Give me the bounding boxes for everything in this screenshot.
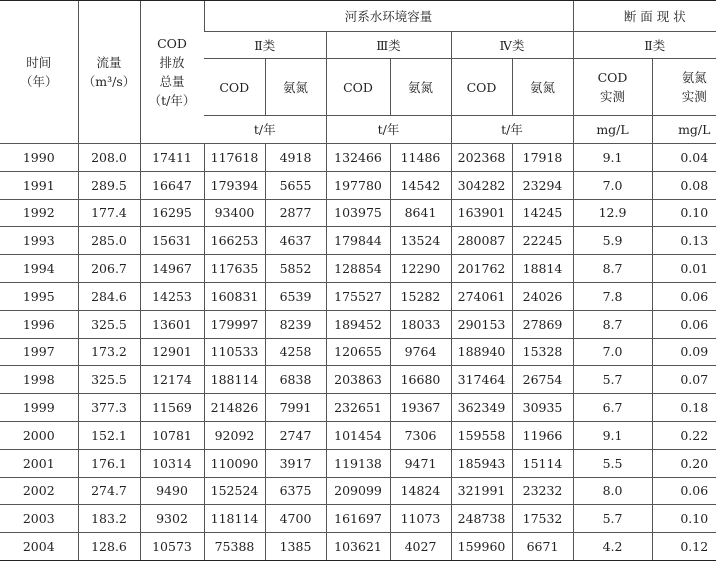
cell-class3-nh3: 4027 bbox=[390, 533, 451, 561]
header-time: 时间 （年） bbox=[0, 1, 78, 144]
cell-year: 2002 bbox=[0, 477, 78, 505]
cell-year: 2003 bbox=[0, 505, 78, 533]
cell-class2-nh3: 5852 bbox=[265, 255, 326, 283]
cell-class2-cod: 214826 bbox=[204, 394, 265, 422]
cell-class4-cod: 290153 bbox=[451, 310, 512, 338]
cell-class4-nh3: 24026 bbox=[512, 282, 573, 310]
cell-class2-nh3: 6375 bbox=[265, 477, 326, 505]
header-class2-status: Ⅱ类 bbox=[573, 32, 716, 59]
cell-class2-nh3: 6838 bbox=[265, 366, 326, 394]
header-class4-cod: COD bbox=[451, 59, 512, 116]
cell-class2-nh3: 6539 bbox=[265, 282, 326, 310]
header-class3-cod: COD bbox=[326, 59, 390, 116]
header-nh3-measured: 氨氮 实测 bbox=[652, 59, 716, 116]
header-class4: Ⅳ类 bbox=[451, 32, 573, 59]
cell-nh3-measured: 0.01 bbox=[652, 255, 716, 283]
table-row bbox=[0, 421, 716, 449]
cell-cod-measured: 6.7 bbox=[573, 394, 652, 422]
cell-year: 1995 bbox=[0, 282, 78, 310]
cell-class2-cod: 117635 bbox=[204, 255, 265, 283]
cell-flow: 274.7 bbox=[78, 477, 140, 505]
cell-year: 2000 bbox=[0, 421, 78, 449]
cell-class2-nh3: 2877 bbox=[265, 199, 326, 227]
table-row bbox=[0, 227, 716, 255]
cell-cod-measured: 8.0 bbox=[573, 477, 652, 505]
cell-class2-cod: 160831 bbox=[204, 282, 265, 310]
cell-class2-nh3: 1385 bbox=[265, 533, 326, 561]
cell-class3-nh3: 13524 bbox=[390, 227, 451, 255]
cell-class3-cod: 203863 bbox=[326, 366, 390, 394]
cell-class3-nh3: 18033 bbox=[390, 310, 451, 338]
cell-class3-cod: 128854 bbox=[326, 255, 390, 283]
cell-class3-nh3: 8641 bbox=[390, 199, 451, 227]
table-row bbox=[0, 366, 716, 394]
cell-cod-measured: 4.2 bbox=[573, 533, 652, 561]
cell-cod-load: 12901 bbox=[140, 338, 204, 366]
cell-class3-nh3: 7306 bbox=[390, 421, 451, 449]
cell-class2-cod: 75388 bbox=[204, 533, 265, 561]
cell-nh3-measured: 0.06 bbox=[652, 282, 716, 310]
cell-class2-nh3: 7991 bbox=[265, 394, 326, 422]
cell-class2-nh3: 4918 bbox=[265, 144, 326, 172]
header-flow: 流量 （m³/s） bbox=[78, 1, 140, 144]
cell-cod-load: 17411 bbox=[140, 144, 204, 172]
cell-class2-cod: 152524 bbox=[204, 477, 265, 505]
cell-class4-nh3: 23294 bbox=[512, 171, 573, 199]
cell-class4-cod: 280087 bbox=[451, 227, 512, 255]
header-capacity-group: 河系水环境容量 bbox=[204, 1, 573, 32]
cell-year: 1999 bbox=[0, 394, 78, 422]
cell-class4-cod: 159558 bbox=[451, 421, 512, 449]
table-row bbox=[0, 449, 716, 477]
cell-class2-nh3: 4258 bbox=[265, 338, 326, 366]
cell-year: 1994 bbox=[0, 255, 78, 283]
cell-nh3-measured: 0.10 bbox=[652, 199, 716, 227]
cell-class3-nh3: 12290 bbox=[390, 255, 451, 283]
cell-cod-measured: 5.9 bbox=[573, 227, 652, 255]
cell-class3-cod: 189452 bbox=[326, 310, 390, 338]
cell-nh3-measured: 0.06 bbox=[652, 310, 716, 338]
cell-class4-nh3: 15328 bbox=[512, 338, 573, 366]
cell-year: 2004 bbox=[0, 533, 78, 561]
cell-class4-nh3: 22245 bbox=[512, 227, 573, 255]
cell-year: 1993 bbox=[0, 227, 78, 255]
cell-class4-nh3: 17532 bbox=[512, 505, 573, 533]
cell-class4-nh3: 18814 bbox=[512, 255, 573, 283]
cell-class3-nh3: 9764 bbox=[390, 338, 451, 366]
cell-class4-cod: 274061 bbox=[451, 282, 512, 310]
cell-cod-load: 16295 bbox=[140, 199, 204, 227]
cell-class4-nh3: 11966 bbox=[512, 421, 573, 449]
cell-cod-measured: 7.8 bbox=[573, 282, 652, 310]
cell-year: 1997 bbox=[0, 338, 78, 366]
cell-class2-nh3: 4637 bbox=[265, 227, 326, 255]
cell-cod-load: 9490 bbox=[140, 477, 204, 505]
table-row bbox=[0, 338, 716, 366]
cell-nh3-measured: 0.07 bbox=[652, 366, 716, 394]
cell-class4-nh3: 6671 bbox=[512, 533, 573, 561]
cell-class3-cod: 132466 bbox=[326, 144, 390, 172]
cell-cod-load: 13601 bbox=[140, 310, 204, 338]
cell-nh3-measured: 0.08 bbox=[652, 171, 716, 199]
table-row bbox=[0, 477, 716, 505]
cell-year: 1998 bbox=[0, 366, 78, 394]
cell-cod-load: 12174 bbox=[140, 366, 204, 394]
cell-cod-measured: 7.0 bbox=[573, 338, 652, 366]
cell-nh3-measured: 0.04 bbox=[652, 144, 716, 172]
cell-class3-cod: 232651 bbox=[326, 394, 390, 422]
cell-flow: 377.3 bbox=[78, 394, 140, 422]
cell-nh3-measured: 0.22 bbox=[652, 421, 716, 449]
cell-class2-nh3: 5655 bbox=[265, 171, 326, 199]
cell-class3-cod: 179844 bbox=[326, 227, 390, 255]
table-row bbox=[0, 533, 716, 561]
cell-cod-measured: 7.0 bbox=[573, 171, 652, 199]
cell-class4-nh3: 14245 bbox=[512, 199, 573, 227]
table-row bbox=[0, 310, 716, 338]
cell-flow: 208.0 bbox=[78, 144, 140, 172]
cell-class4-cod: 362349 bbox=[451, 394, 512, 422]
cell-year: 1992 bbox=[0, 199, 78, 227]
cell-class4-cod: 159960 bbox=[451, 533, 512, 561]
header-unit-class3: t/年 bbox=[326, 116, 451, 144]
cell-nh3-measured: 0.10 bbox=[652, 505, 716, 533]
cell-flow: 177.4 bbox=[78, 199, 140, 227]
cell-class3-nh3: 16680 bbox=[390, 366, 451, 394]
cell-flow: 289.5 bbox=[78, 171, 140, 199]
cell-class3-nh3: 15282 bbox=[390, 282, 451, 310]
header-cod-measured: COD 实测 bbox=[573, 59, 652, 116]
header-status-group: 断 面 现 状 bbox=[573, 1, 716, 32]
cell-class3-cod: 197780 bbox=[326, 171, 390, 199]
cell-class2-nh3: 8239 bbox=[265, 310, 326, 338]
cell-flow: 206.7 bbox=[78, 255, 140, 283]
cell-class4-cod: 163901 bbox=[451, 199, 512, 227]
table-row bbox=[0, 144, 716, 172]
cell-class3-nh3: 9471 bbox=[390, 449, 451, 477]
cell-class2-cod: 110090 bbox=[204, 449, 265, 477]
cell-year: 1990 bbox=[0, 144, 78, 172]
cell-class3-cod: 101454 bbox=[326, 421, 390, 449]
cell-class2-cod: 118114 bbox=[204, 505, 265, 533]
cell-nh3-measured: 0.06 bbox=[652, 477, 716, 505]
cell-cod-measured: 9.1 bbox=[573, 144, 652, 172]
cell-class4-cod: 201762 bbox=[451, 255, 512, 283]
cell-class3-cod: 120655 bbox=[326, 338, 390, 366]
cell-flow: 325.5 bbox=[78, 366, 140, 394]
cell-flow: 128.6 bbox=[78, 533, 140, 561]
cell-cod-measured: 5.7 bbox=[573, 366, 652, 394]
cell-flow: 284.6 bbox=[78, 282, 140, 310]
cell-year: 2001 bbox=[0, 449, 78, 477]
cell-cod-load: 10314 bbox=[140, 449, 204, 477]
table-row bbox=[0, 394, 716, 422]
cell-cod-load: 16647 bbox=[140, 171, 204, 199]
cell-class4-nh3: 15114 bbox=[512, 449, 573, 477]
cell-class2-cod: 93400 bbox=[204, 199, 265, 227]
cell-cod-load: 9302 bbox=[140, 505, 204, 533]
cell-class3-cod: 175527 bbox=[326, 282, 390, 310]
cell-nh3-measured: 0.18 bbox=[652, 394, 716, 422]
cell-class3-cod: 161697 bbox=[326, 505, 390, 533]
cell-class4-nh3: 30935 bbox=[512, 394, 573, 422]
cell-cod-load: 15631 bbox=[140, 227, 204, 255]
cell-class4-nh3: 26754 bbox=[512, 366, 573, 394]
cell-class4-cod: 248738 bbox=[451, 505, 512, 533]
cell-class4-cod: 202368 bbox=[451, 144, 512, 172]
cell-class2-nh3: 4700 bbox=[265, 505, 326, 533]
header-class2-cod: COD bbox=[204, 59, 265, 116]
header-unit-class2: t/年 bbox=[204, 116, 326, 144]
cell-class3-cod: 209099 bbox=[326, 477, 390, 505]
cell-class4-cod: 188940 bbox=[451, 338, 512, 366]
cell-class4-nh3: 17918 bbox=[512, 144, 573, 172]
cell-class3-nh3: 14542 bbox=[390, 171, 451, 199]
cell-class3-nh3: 11486 bbox=[390, 144, 451, 172]
header-class3-nh3: 氨氮 bbox=[390, 59, 451, 116]
cell-cod-load: 14967 bbox=[140, 255, 204, 283]
cell-cod-load: 10781 bbox=[140, 421, 204, 449]
cell-flow: 152.1 bbox=[78, 421, 140, 449]
cell-class2-nh3: 2747 bbox=[265, 421, 326, 449]
cell-class3-cod: 103621 bbox=[326, 533, 390, 561]
cell-cod-measured: 8.7 bbox=[573, 255, 652, 283]
cell-flow: 285.0 bbox=[78, 227, 140, 255]
table-row bbox=[0, 255, 716, 283]
cell-class4-cod: 185943 bbox=[451, 449, 512, 477]
cell-class4-nh3: 27869 bbox=[512, 310, 573, 338]
cell-class2-cod: 110533 bbox=[204, 338, 265, 366]
cell-cod-load: 11569 bbox=[140, 394, 204, 422]
table-row bbox=[0, 505, 716, 533]
header-class2: Ⅱ类 bbox=[204, 32, 326, 59]
cell-class3-cod: 119138 bbox=[326, 449, 390, 477]
cell-cod-measured: 12.9 bbox=[573, 199, 652, 227]
cell-class4-cod: 304282 bbox=[451, 171, 512, 199]
cell-nh3-measured: 0.09 bbox=[652, 338, 716, 366]
cell-year: 1991 bbox=[0, 171, 78, 199]
cell-class3-nh3: 14824 bbox=[390, 477, 451, 505]
cell-class4-nh3: 23232 bbox=[512, 477, 573, 505]
cell-class2-cod: 188114 bbox=[204, 366, 265, 394]
table-row bbox=[0, 171, 716, 199]
table-row bbox=[0, 199, 716, 227]
cell-class3-cod: 103975 bbox=[326, 199, 390, 227]
cell-nh3-measured: 0.12 bbox=[652, 533, 716, 561]
cell-class2-cod: 166253 bbox=[204, 227, 265, 255]
cell-flow: 173.2 bbox=[78, 338, 140, 366]
table-row bbox=[0, 282, 716, 310]
cell-class2-cod: 179394 bbox=[204, 171, 265, 199]
cell-class2-cod: 92092 bbox=[204, 421, 265, 449]
cell-nh3-measured: 0.13 bbox=[652, 227, 716, 255]
header-unit-cod-measured: mg/L bbox=[573, 116, 652, 144]
cell-cod-load: 14253 bbox=[140, 282, 204, 310]
header-class2-nh3: 氨氮 bbox=[265, 59, 326, 116]
cell-flow: 183.2 bbox=[78, 505, 140, 533]
cell-nh3-measured: 0.20 bbox=[652, 449, 716, 477]
cell-class2-nh3: 3917 bbox=[265, 449, 326, 477]
table-body bbox=[0, 144, 716, 561]
cell-class3-nh3: 11073 bbox=[390, 505, 451, 533]
cell-class4-cod: 321991 bbox=[451, 477, 512, 505]
cell-cod-measured: 8.7 bbox=[573, 310, 652, 338]
cell-class3-nh3: 19367 bbox=[390, 394, 451, 422]
header-unit-nh3-measured: mg/L bbox=[652, 116, 716, 144]
header-cod-load: COD 排放 总量 （t/年） bbox=[140, 1, 204, 144]
cell-cod-load: 10573 bbox=[140, 533, 204, 561]
cell-cod-measured: 5.5 bbox=[573, 449, 652, 477]
header-class3: Ⅲ类 bbox=[326, 32, 451, 59]
header-class4-nh3: 氨氮 bbox=[512, 59, 573, 116]
cell-year: 1996 bbox=[0, 310, 78, 338]
cell-class2-cod: 179997 bbox=[204, 310, 265, 338]
cell-cod-measured: 9.1 bbox=[573, 421, 652, 449]
cell-flow: 325.5 bbox=[78, 310, 140, 338]
cell-flow: 176.1 bbox=[78, 449, 140, 477]
cell-cod-measured: 5.7 bbox=[573, 505, 652, 533]
cell-class4-cod: 317464 bbox=[451, 366, 512, 394]
cell-class2-cod: 117618 bbox=[204, 144, 265, 172]
header-unit-class4: t/年 bbox=[451, 116, 573, 144]
